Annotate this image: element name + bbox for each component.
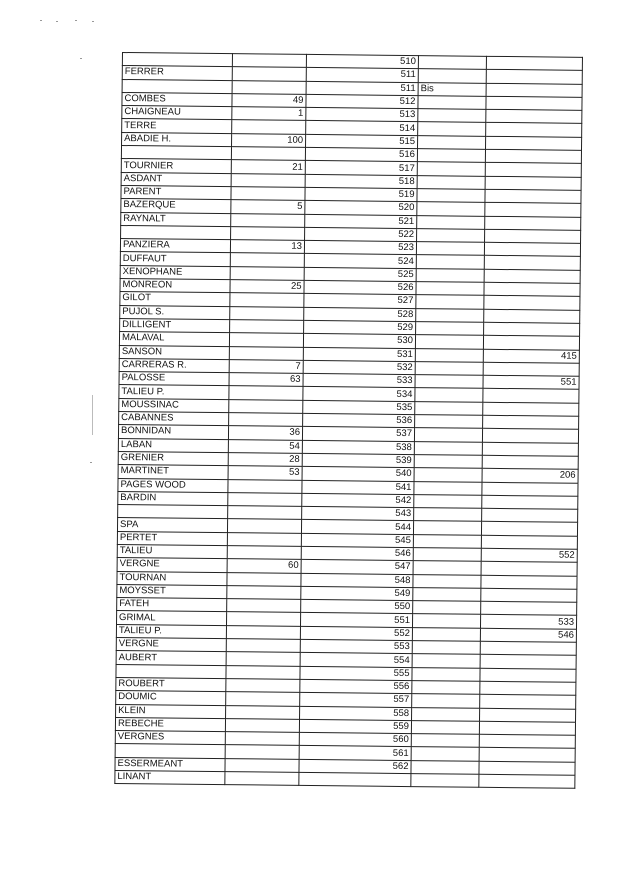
- reference-cell: [486, 56, 582, 70]
- suffix-cell: [412, 627, 480, 641]
- suffix-cell: [417, 189, 485, 203]
- scan-speck: [56, 21, 58, 22]
- suffix-cell: [414, 494, 482, 508]
- reference-cell: [484, 322, 580, 336]
- reference-cell: [484, 282, 580, 296]
- number-cell: 517: [305, 161, 417, 175]
- number-cell: 526: [304, 280, 416, 294]
- number-cell: 540: [302, 467, 414, 481]
- value-cell: 100: [232, 133, 306, 147]
- name-cell: [122, 53, 232, 67]
- name-cell: MOYSSET: [117, 584, 227, 598]
- suffix-cell: [418, 56, 486, 70]
- suffix-cell: [414, 441, 482, 455]
- scan-speck: [92, 21, 94, 22]
- reference-cell: [480, 641, 576, 655]
- value-cell: [230, 293, 304, 307]
- number-cell: 536: [303, 413, 415, 427]
- scan-speck: [80, 58, 82, 59]
- reference-cell: [480, 668, 576, 682]
- name-cell: DUFFAUT: [120, 252, 230, 266]
- reference-cell: [485, 216, 581, 230]
- name-cell: CABANNES: [119, 412, 229, 426]
- value-cell: [225, 732, 299, 746]
- name-cell: FERRER: [122, 66, 232, 80]
- suffix-cell: [414, 468, 482, 482]
- suffix-cell: [418, 122, 486, 136]
- reference-cell: [479, 734, 575, 748]
- scan-speck: [40, 20, 42, 21]
- name-cell: GRENIER: [118, 451, 228, 465]
- reference-cell: [482, 482, 578, 496]
- scan-speck: [75, 20, 77, 21]
- value-cell: [225, 718, 299, 732]
- number-cell: 557: [300, 693, 412, 707]
- number-cell: 546: [301, 546, 413, 560]
- reference-cell: [485, 163, 581, 177]
- name-cell: CARRERAS R.: [119, 358, 229, 372]
- name-cell: [121, 225, 231, 239]
- name-cell: KLEIN: [116, 704, 226, 718]
- reference-cell: [481, 575, 577, 589]
- value-cell: [225, 758, 299, 772]
- reference-cell: [480, 681, 576, 695]
- number-cell: 519: [305, 187, 417, 201]
- register-table: [114, 52, 583, 789]
- reference-cell: [486, 136, 582, 150]
- value-cell: [230, 320, 304, 334]
- value-cell: [232, 54, 306, 68]
- value-cell: [230, 306, 304, 320]
- value-cell: [229, 399, 303, 413]
- number-cell: 529: [304, 320, 416, 334]
- number-cell: 553: [300, 639, 412, 653]
- reference-cell: 546: [480, 628, 576, 642]
- number-cell: 562: [299, 759, 411, 773]
- suffix-cell: [414, 508, 482, 522]
- value-cell: [228, 506, 302, 520]
- value-cell: [226, 705, 300, 719]
- suffix-cell: [416, 282, 484, 296]
- suffix-cell: [417, 175, 485, 189]
- value-cell: [227, 572, 301, 586]
- number-cell: 535: [303, 400, 415, 414]
- number-cell: 544: [301, 520, 413, 534]
- suffix-cell: [416, 268, 484, 282]
- number-cell: 527: [304, 294, 416, 308]
- value-cell: [227, 586, 301, 600]
- number-cell: 525: [304, 267, 416, 281]
- name-cell: PANZIERA: [120, 239, 230, 253]
- reference-cell: [484, 242, 580, 256]
- number-cell: 533: [303, 374, 415, 388]
- value-cell: 7: [229, 359, 303, 373]
- suffix-cell: [412, 681, 480, 695]
- reference-cell: [485, 229, 581, 243]
- number-cell: 515: [306, 134, 418, 148]
- value-cell: [226, 679, 300, 693]
- reference-cell: [481, 601, 577, 615]
- reference-cell: 551: [483, 375, 579, 389]
- value-cell: [229, 386, 303, 400]
- value-cell: [226, 652, 300, 666]
- number-cell: 512: [306, 94, 418, 108]
- number-cell: 521: [305, 214, 417, 228]
- value-cell: 53: [228, 466, 302, 480]
- name-cell: MALAVAL: [119, 332, 229, 346]
- suffix-cell: Bis: [418, 82, 486, 96]
- name-cell: [122, 79, 232, 93]
- value-cell: [231, 147, 305, 161]
- reference-cell: [479, 761, 575, 775]
- suffix-cell: [417, 202, 485, 216]
- name-cell: MOUSSINAC: [119, 398, 229, 412]
- value-cell: 36: [228, 426, 302, 440]
- reference-cell: [484, 256, 580, 270]
- number-cell: 511: [306, 68, 418, 82]
- number-cell: 534: [303, 387, 415, 401]
- number-cell: 531: [303, 347, 415, 361]
- value-cell: [227, 546, 301, 560]
- name-cell: ABADIE H.: [122, 132, 232, 146]
- reference-cell: [486, 110, 582, 124]
- suffix-cell: [412, 667, 480, 681]
- name-cell: TALIEU P.: [116, 624, 226, 638]
- value-cell: 28: [228, 453, 302, 467]
- reference-cell: [485, 203, 581, 217]
- suffix-cell: [415, 361, 483, 375]
- value-cell: [226, 692, 300, 706]
- value-cell: [229, 346, 303, 360]
- name-cell: TALIEU P.: [119, 385, 229, 399]
- value-cell: [231, 227, 305, 241]
- value-cell: [226, 625, 300, 639]
- suffix-cell: [415, 388, 483, 402]
- reference-cell: [486, 83, 582, 97]
- value-cell: [227, 519, 301, 533]
- value-cell: [232, 80, 306, 94]
- value-cell: 54: [228, 439, 302, 453]
- register-rows: [115, 53, 583, 789]
- reference-cell: [483, 402, 579, 416]
- reference-cell: [482, 455, 578, 469]
- scan-mark: [92, 395, 93, 435]
- number-cell: 518: [305, 174, 417, 188]
- reference-cell: [482, 429, 578, 443]
- reference-cell: [479, 774, 575, 788]
- value-cell: 5: [231, 200, 305, 214]
- number-cell: 530: [303, 334, 415, 348]
- reference-cell: [481, 588, 577, 602]
- name-cell: PUJOL S.: [120, 305, 230, 319]
- suffix-cell: [414, 481, 482, 495]
- reference-cell: [480, 655, 576, 669]
- number-cell: 511: [306, 81, 418, 95]
- suffix-cell: [416, 295, 484, 309]
- name-cell: BARDIN: [118, 491, 228, 505]
- reference-cell: [482, 508, 578, 522]
- reference-cell: [486, 70, 582, 84]
- reference-cell: [486, 96, 582, 110]
- reference-cell: [485, 176, 581, 190]
- name-cell: REBECHE: [115, 717, 225, 731]
- reference-cell: [483, 362, 579, 376]
- suffix-cell: [418, 109, 486, 123]
- name-cell: PAGES WOOD: [118, 478, 228, 492]
- suffix-cell: [418, 69, 486, 83]
- value-cell: [230, 266, 304, 280]
- number-cell: 561: [299, 746, 411, 760]
- number-cell: 550: [301, 600, 413, 614]
- name-cell: VERGNE: [117, 558, 227, 572]
- value-cell: [225, 772, 299, 786]
- suffix-cell: [413, 534, 481, 548]
- suffix-cell: [418, 95, 486, 109]
- number-cell: 537: [302, 427, 414, 441]
- reference-cell: 415: [483, 349, 579, 363]
- suffix-cell: [415, 348, 483, 362]
- suffix-cell: [411, 760, 479, 774]
- name-cell: MONREON: [120, 279, 230, 293]
- name-cell: [118, 505, 228, 519]
- number-cell: 545: [301, 533, 413, 547]
- number-cell: 539: [302, 453, 414, 467]
- value-cell: [227, 612, 301, 626]
- name-cell: PARENT: [121, 185, 231, 199]
- suffix-cell: [418, 135, 486, 149]
- value-cell: [231, 187, 305, 201]
- suffix-cell: [417, 162, 485, 176]
- suffix-cell: [412, 707, 480, 721]
- name-cell: PALOSSE: [119, 372, 229, 386]
- name-cell: DOUMIC: [116, 691, 226, 705]
- reference-cell: [483, 336, 579, 350]
- value-cell: [226, 639, 300, 653]
- reference-cell: 206: [482, 468, 578, 482]
- number-cell: 558: [300, 706, 412, 720]
- suffix-cell: [412, 614, 480, 628]
- number-cell: 524: [304, 254, 416, 268]
- name-cell: TOURNAN: [117, 571, 227, 585]
- value-cell: 13: [230, 240, 304, 254]
- name-cell: LINANT: [115, 770, 225, 784]
- reference-cell: [481, 562, 577, 576]
- reference-cell: [486, 123, 582, 137]
- number-cell: 516: [305, 148, 417, 162]
- name-cell: TOURNIER: [121, 159, 231, 173]
- reference-cell: [481, 535, 577, 549]
- number-cell: 513: [306, 108, 418, 122]
- value-cell: [232, 120, 306, 134]
- suffix-cell: [413, 561, 481, 575]
- number-cell: 555: [300, 666, 412, 680]
- name-cell: FATEH: [117, 598, 227, 612]
- number-cell: 510: [306, 54, 418, 68]
- suffix-cell: [412, 694, 480, 708]
- suffix-cell: [415, 401, 483, 415]
- reference-cell: [482, 442, 578, 456]
- number-cell: 559: [299, 719, 411, 733]
- value-cell: 21: [231, 160, 305, 174]
- name-cell: [116, 664, 226, 678]
- suffix-cell: [414, 454, 482, 468]
- number-cell: 520: [305, 201, 417, 215]
- value-cell: 1: [232, 107, 306, 121]
- name-cell: RAYNALT: [121, 212, 231, 226]
- number-cell: 538: [302, 440, 414, 454]
- number-cell: 547: [301, 560, 413, 574]
- suffix-cell: [416, 255, 484, 269]
- name-cell: LABAN: [118, 438, 228, 452]
- number-cell: 541: [302, 480, 414, 494]
- suffix-cell: [413, 574, 481, 588]
- value-cell: 49: [232, 94, 306, 108]
- reference-cell: [479, 748, 575, 762]
- name-cell: BAZERQUE: [121, 199, 231, 213]
- reference-cell: [482, 495, 578, 509]
- suffix-cell: [411, 747, 479, 761]
- suffix-cell: [412, 654, 480, 668]
- suffix-cell: [412, 641, 480, 655]
- name-cell: MARTINET: [118, 465, 228, 479]
- suffix-cell: [416, 242, 484, 256]
- reference-cell: 533: [480, 615, 576, 629]
- reference-cell: [485, 149, 581, 163]
- suffix-cell: [413, 548, 481, 562]
- name-cell: CHAIGNEAU: [122, 106, 232, 120]
- suffix-cell: [411, 774, 479, 788]
- name-cell: [121, 146, 231, 160]
- value-cell: [228, 479, 302, 493]
- reference-cell: [484, 269, 580, 283]
- value-cell: [225, 745, 299, 759]
- value-cell: [231, 213, 305, 227]
- name-cell: SPA: [117, 518, 227, 532]
- suffix-cell: [413, 601, 481, 615]
- value-cell: 63: [229, 373, 303, 387]
- reference-cell: [484, 296, 580, 310]
- reference-cell: 552: [481, 548, 577, 562]
- register-sheet: [114, 52, 582, 789]
- value-cell: [229, 413, 303, 427]
- value-cell: [228, 492, 302, 506]
- value-cell: 60: [227, 559, 301, 573]
- value-cell: [231, 173, 305, 187]
- number-cell: 551: [300, 613, 412, 627]
- suffix-cell: [414, 428, 482, 442]
- name-cell: AUBERT: [116, 651, 226, 665]
- reference-cell: [483, 415, 579, 429]
- number-cell: [299, 772, 411, 786]
- number-cell: 532: [303, 360, 415, 374]
- reference-cell: [484, 309, 580, 323]
- reference-cell: [480, 695, 576, 709]
- value-cell: [232, 67, 306, 81]
- reference-cell: [481, 522, 577, 536]
- reference-cell: [483, 389, 579, 403]
- reference-cell: [485, 189, 581, 203]
- name-cell: ASDANT: [121, 172, 231, 186]
- reference-cell: [480, 708, 576, 722]
- number-cell: 549: [301, 586, 413, 600]
- number-cell: 543: [302, 507, 414, 521]
- name-cell: TALIEU: [117, 544, 227, 558]
- name-cell: GRIMAL: [117, 611, 227, 625]
- suffix-cell: [416, 308, 484, 322]
- name-cell: XENOPHANE: [120, 265, 230, 279]
- suffix-cell: [415, 415, 483, 429]
- suffix-cell: [417, 228, 485, 242]
- name-cell: BONNIDAN: [118, 425, 228, 439]
- name-cell: PERTET: [117, 531, 227, 545]
- name-cell: VERGNES: [115, 731, 225, 745]
- number-cell: 528: [304, 307, 416, 321]
- value-cell: 25: [230, 280, 304, 294]
- name-cell: COMBES: [122, 92, 232, 106]
- suffix-cell: [411, 734, 479, 748]
- name-cell: GILOT: [120, 292, 230, 306]
- name-cell: ROUBERT: [116, 677, 226, 691]
- name-cell: SANSON: [119, 345, 229, 359]
- value-cell: [227, 532, 301, 546]
- suffix-cell: [411, 720, 479, 734]
- number-cell: 523: [304, 241, 416, 255]
- value-cell: [227, 599, 301, 613]
- scan-speck: [90, 462, 92, 463]
- name-cell: VERGNE: [116, 638, 226, 652]
- number-cell: 560: [299, 733, 411, 747]
- suffix-cell: [413, 587, 481, 601]
- name-cell: [115, 744, 225, 758]
- value-cell: [226, 665, 300, 679]
- reference-cell: [479, 721, 575, 735]
- value-cell: [230, 253, 304, 267]
- suffix-cell: [417, 215, 485, 229]
- name-cell: DILLIGENT: [120, 318, 230, 332]
- value-cell: [229, 333, 303, 347]
- number-cell: 552: [300, 626, 412, 640]
- name-cell: ESSERMEANT: [115, 757, 225, 771]
- suffix-cell: [416, 322, 484, 336]
- number-cell: 548: [301, 573, 413, 587]
- name-cell: TERRE: [122, 119, 232, 133]
- suffix-cell: [415, 375, 483, 389]
- suffix-cell: [413, 521, 481, 535]
- suffix-cell: [415, 335, 483, 349]
- number-cell: 522: [305, 227, 417, 241]
- number-cell: 554: [300, 653, 412, 667]
- number-cell: 556: [300, 679, 412, 693]
- number-cell: 542: [302, 493, 414, 507]
- number-cell: 514: [306, 121, 418, 135]
- suffix-cell: [417, 149, 485, 163]
